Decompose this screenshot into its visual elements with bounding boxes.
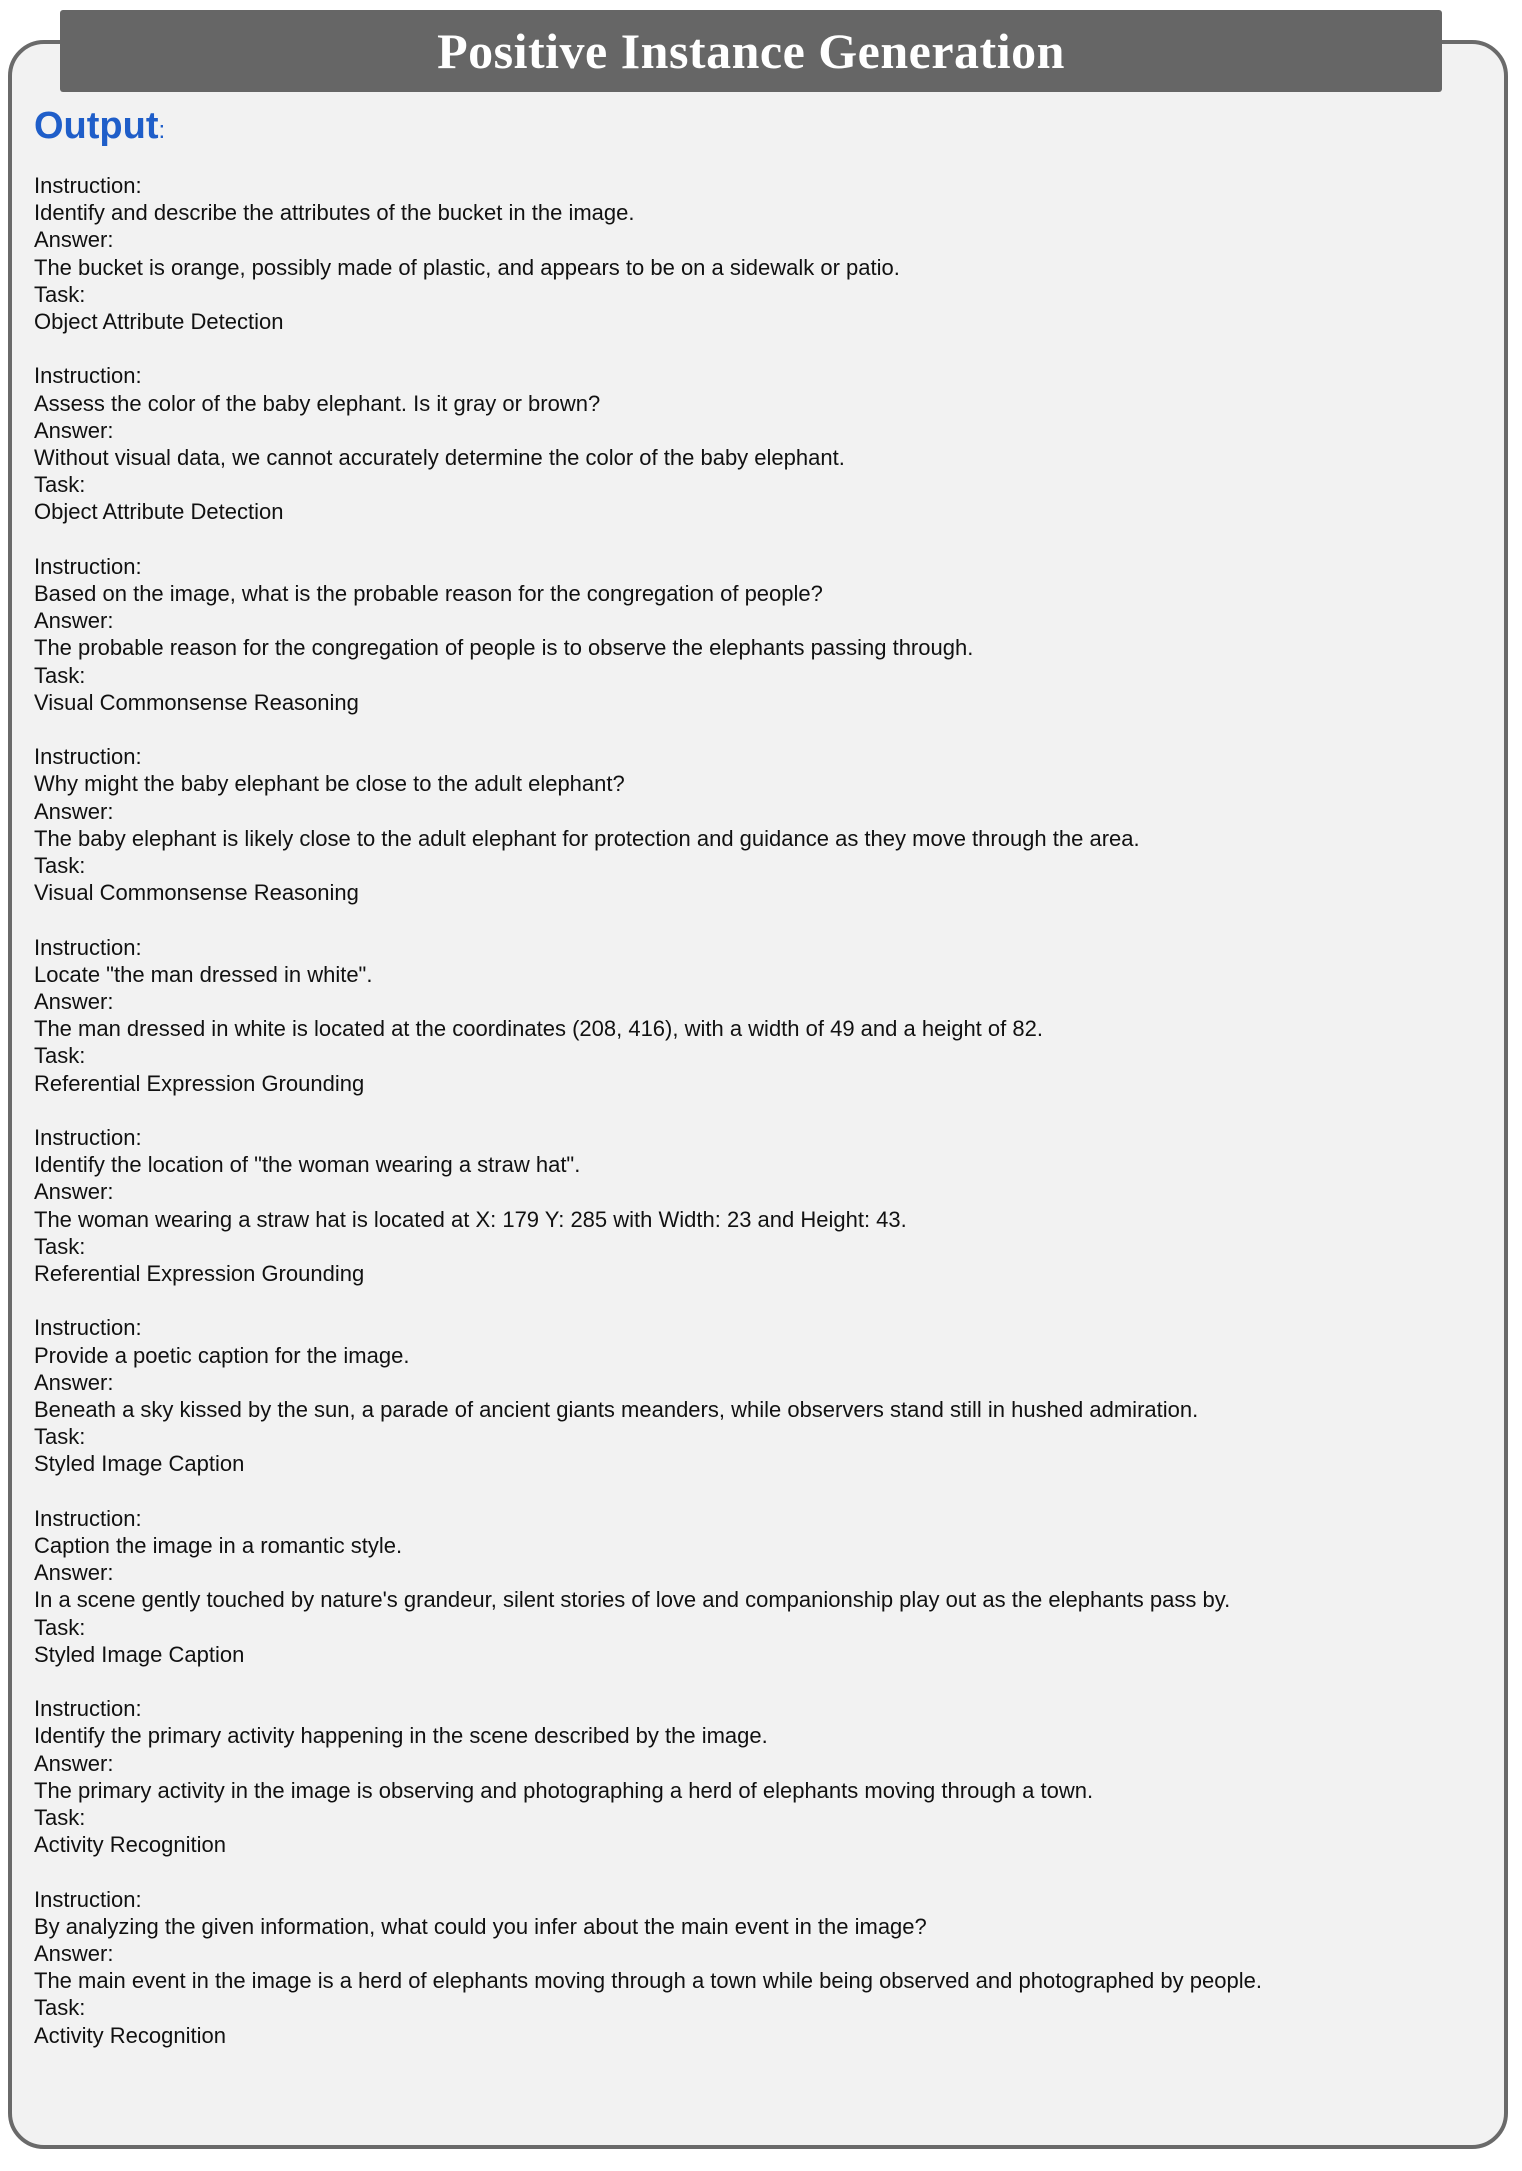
task-text: Visual Commonsense Reasoning: [34, 880, 359, 906]
instruction-label: Instruction:: [34, 934, 142, 960]
instruction-label: Instruction:: [34, 173, 142, 198]
instance-entry: [34, 362, 1474, 525]
task-text: Activity Recognition: [34, 1832, 226, 1858]
instruction-text: Identify the location of "the woman wearing a straw hat".: [34, 1152, 581, 1178]
task-label: Task:: [34, 1424, 86, 1450]
output-heading: [34, 100, 165, 157]
task-label: Task:: [34, 662, 86, 688]
instance-entry: [34, 1314, 1474, 1477]
instance-entry: [34, 1124, 1474, 1287]
instruction-label: Instruction:: [34, 1886, 142, 1912]
instruction-text: By analyzing the given information, what could you infer about the main event in the image?: [34, 1913, 927, 1939]
instance-entry: [34, 1886, 1474, 2049]
instruction-label: Instruction:: [34, 1696, 142, 1722]
instruction-label: Instruction:: [34, 553, 142, 579]
instance-list: [34, 172, 1474, 2076]
task-text: Object Attribute Detection: [34, 309, 284, 335]
instance-entry: [34, 1505, 1474, 1668]
task-text: Referential Expression Grounding: [34, 1070, 365, 1096]
answer-label: Answer:: [34, 1750, 114, 1776]
instance-entry: [34, 934, 1474, 1097]
answer-text: The primary activity in the image is observing and photographing a herd of elephants moving through a town.: [34, 1777, 1094, 1803]
task-label: Task:: [34, 1614, 86, 1640]
task-label: Task:: [34, 1043, 86, 1069]
answer-label: Answer:: [34, 989, 114, 1015]
task-text: Styled Image Caption: [34, 1451, 245, 1477]
task-label: Task:: [34, 472, 86, 498]
instruction-label: Instruction:: [34, 1125, 142, 1151]
task-text: Referential Expression Grounding: [34, 1261, 365, 1287]
title-bar: [60, 10, 1442, 92]
answer-label: Answer:: [34, 417, 114, 443]
instruction-label: Instruction:: [34, 363, 142, 389]
answer-label: Answer:: [34, 1941, 114, 1967]
task-text: Visual Commonsense Reasoning: [34, 689, 359, 715]
instance-entry: [34, 172, 1474, 335]
output-label: Output: [34, 105, 159, 147]
answer-label: Answer:: [34, 608, 114, 634]
instruction-text: Assess the color of the baby elephant. Is it gray or brown?: [34, 390, 601, 416]
instruction-text: Identify and describe the attributes of the bucket in the image.: [34, 200, 635, 226]
answer-label: Answer:: [34, 1179, 114, 1205]
answer-label: Answer:: [34, 1560, 114, 1586]
output-colon: :: [158, 117, 166, 144]
instruction-label: Instruction:: [34, 1315, 142, 1341]
instance-entry: [34, 743, 1474, 906]
answer-text: The main event in the image is a herd of elephants moving through a town while being observed and photographed by people.: [34, 1968, 1262, 1994]
instruction-text: Why might the baby elephant be close to the adult elephant?: [34, 771, 625, 797]
answer-text: Beneath a sky kissed by the sun, a parade of ancient giants meanders, while observers stand still in hushed admiration.: [34, 1397, 1199, 1423]
instance-entry: [34, 1695, 1474, 1858]
task-label: Task:: [34, 853, 86, 879]
task-label: Task:: [34, 1995, 86, 2021]
instruction-label: Instruction:: [34, 1505, 142, 1531]
answer-label: Answer:: [34, 798, 114, 824]
answer-text: Without visual data, we cannot accurately determine the color of the baby elephant.: [34, 445, 845, 471]
answer-text: The bucket is orange, possibly made of plastic, and appears to be on a sidewalk or patio.: [34, 254, 900, 280]
task-label: Task:: [34, 1805, 86, 1831]
page-title: Positive Instance Generation: [437, 23, 1065, 79]
task-text: Activity Recognition: [34, 2022, 226, 2048]
answer-text: In a scene gently touched by nature's grandeur, silent stories of love and companionship play out as the elephants pass by.: [34, 1587, 1231, 1613]
task-text: Styled Image Caption: [34, 1641, 245, 1667]
instruction-text: Based on the image, what is the probable reason for the congregation of people?: [34, 581, 823, 607]
answer-label: Answer:: [34, 227, 114, 253]
instruction-text: Identify the primary activity happening in the scene described by the image.: [34, 1723, 768, 1749]
answer-text: The woman wearing a straw hat is located at X: 179 Y: 285 with Width: 23 and Height: 43.: [34, 1206, 907, 1232]
task-label: Task:: [34, 281, 86, 307]
instance-entry: [34, 553, 1474, 716]
answer-text: The man dressed in white is located at the coordinates (208, 416), with a width of 49 and a height of 82.: [34, 1016, 1043, 1042]
answer-text: The baby elephant is likely close to the adult elephant for protection and guidance as they move through the area.: [34, 825, 1140, 851]
answer-text: The probable reason for the congregation of people is to observe the elephants passing through.: [34, 635, 974, 661]
instruction-text: Caption the image in a romantic style.: [34, 1533, 403, 1559]
answer-label: Answer:: [34, 1369, 114, 1395]
instruction-label: Instruction:: [34, 744, 142, 770]
instruction-text: Locate "the man dressed in white".: [34, 961, 373, 987]
task-label: Task:: [34, 1233, 86, 1259]
task-text: Object Attribute Detection: [34, 499, 284, 525]
instruction-text: Provide a poetic caption for the image.: [34, 1342, 410, 1368]
